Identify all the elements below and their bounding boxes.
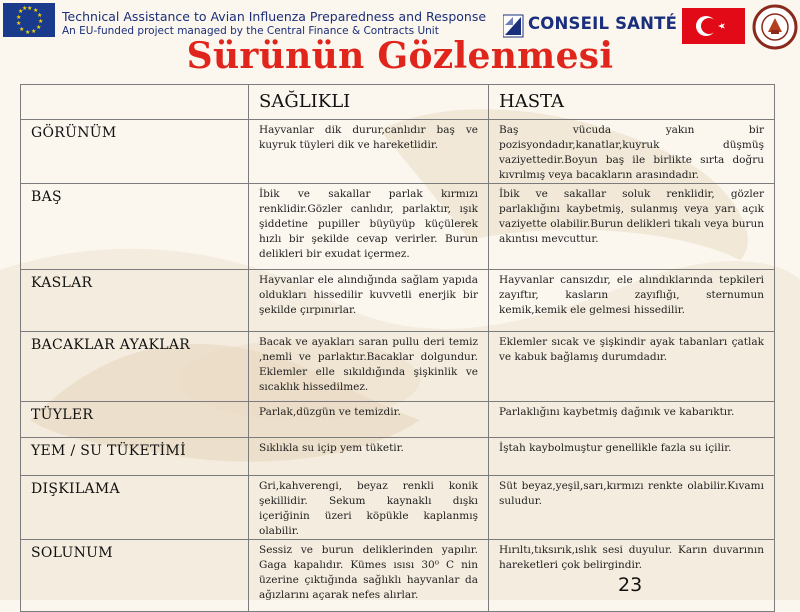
- column-header-healthy: SAĞLIKLI: [249, 85, 489, 120]
- healthy-cell: Hayvanlar dik durur,canlıdır baş ve kuyruk tüyleri dik ve hareketlidir.: [249, 120, 489, 184]
- row-label: TÜYLER: [21, 402, 249, 438]
- sick-cell: Parlaklığını kaybetmiş dağınık ve kabarıktır.: [489, 402, 775, 438]
- svg-text:★: ★: [27, 5, 33, 12]
- table-row: [21, 332, 775, 402]
- eu-flag-icon: [3, 3, 55, 37]
- conseil-sante-logo-text: CONSEIL SANTÉ: [528, 14, 678, 33]
- svg-text:★: ★: [31, 28, 37, 35]
- table-row: [21, 476, 775, 540]
- svg-text:★: ★: [22, 5, 28, 12]
- healthy-cell: Hayvanlar ele alındığında sağlam yapıda oldukları hissedilir kuvvetli enerjik bir şekilde çırpınırlar.: [249, 270, 489, 332]
- sick-cell: Hayvanlar cansızdır, ele alındıklarında tepkileri zayıftır, kasların zayıflığı, sternumun kemik,kemik ele gelmesi hissedilir.: [489, 270, 775, 332]
- column-header-sick: HASTA: [489, 85, 775, 120]
- sick-cell: Hırıltı,tıksırık,ıslık sesi duyulur. Karın duvarının hareketleri çok belirgindir.: [489, 540, 775, 612]
- row-label: SOLUNUM: [21, 540, 249, 612]
- row-label: GÖRÜNÜM: [21, 120, 249, 184]
- table-row: [21, 184, 775, 270]
- svg-text:★: ★: [25, 29, 31, 36]
- sick-cell: Baş vücuda yakın bir pozisyondadır,kanatlar,kuyruk düşmüş vaziyettedir.Boyun baş ile birlikte sırta doğru kıvrılmış veya bacakların arasındadır.: [489, 120, 775, 184]
- table-row: [21, 402, 775, 438]
- healthy-cell: İbik ve sakallar parlak kırmızı renklidir.Gözler canlıdır, parlaktır, ışık şiddetine pupiller büyüyüp küçülerek hızlı bir şekilde cevap verirler. Burun delikleri bir exudat içermez.: [249, 184, 489, 270]
- svg-text:★: ★: [16, 20, 22, 27]
- svg-text:★: ★: [38, 18, 44, 25]
- header-project-subtitle: An EU-funded project managed by the Central Finance & Contracts Unit: [62, 25, 439, 37]
- row-label: YEM / SU TÜKETİMİ: [21, 438, 249, 476]
- svg-text:★: ★: [19, 26, 25, 33]
- row-label: DIŞKILAMA: [21, 476, 249, 540]
- sick-cell: İbik ve sakallar soluk renklidir, gözler parlaklığını kaybetmiş, sulanmış veya yarı açık vaziyette olabilir.Burun delikleri tıkalı veya burun akıntısı mevcuttur.: [489, 184, 775, 270]
- svg-text:★: ★: [16, 14, 22, 21]
- sick-cell: İştah kaybolmuştur genellikle fazla su içilir.: [489, 438, 775, 476]
- page-number: 23: [618, 574, 643, 596]
- row-label: KASLAR: [21, 270, 249, 332]
- header-project-title: Technical Assistance to Avian Influenza Preparedness and Response: [62, 9, 487, 24]
- table-row: [21, 270, 775, 332]
- svg-text:★: ★: [33, 7, 39, 14]
- sick-cell: Süt beyaz,yeşil,sarı,kırmızı renkte olabilir.Kıvamı suludur.: [489, 476, 775, 540]
- healthy-cell: Gri,kahverengi, beyaz renkli konik şekillidir. Sekum kaynaklı dışkı içeriğinin üzeri köpükle kaplanmış olabilir.: [249, 476, 489, 540]
- slide-title: Sürünün Gözlenmesi: [186, 35, 614, 77]
- row-label: BAŞ: [21, 184, 249, 270]
- table-row: [21, 120, 775, 184]
- sick-cell: Eklemler sıcak ve şişkindir ayak tabanları çatlak ve kabuk bağlamış durumdadır.: [489, 332, 775, 402]
- corner-cell: [21, 85, 249, 120]
- table-row: [21, 438, 775, 476]
- table-row: [21, 540, 775, 612]
- svg-text:★: ★: [37, 12, 43, 19]
- table-header-row: [21, 85, 775, 120]
- healthy-cell: Bacak ve ayakları saran pullu deri temiz ,nemli ve parlaktır.Bacaklar dolgundur. Eklemler elle sıkıldığında şişkinlik ve sıcaklık hissedilmez.: [249, 332, 489, 402]
- row-label: BACAKLAR AYAKLAR: [21, 332, 249, 402]
- svg-text:★: ★: [36, 24, 42, 31]
- healthy-cell: Sıklıkla su içip yem tüketir.: [249, 438, 489, 476]
- healthy-cell: Parlak,düzgün ve temizdir.: [249, 402, 489, 438]
- healthy-cell: Sessiz ve burun deliklerinden yapılır. Gaga kapalıdır. Kümes ısısı 30⁰ C nin üzerine çıktığında sağlıklı hayvanlar da ağızlarını açarak nefes alırlar.: [249, 540, 489, 612]
- svg-text:★: ★: [18, 8, 24, 15]
- comparison-table: [20, 84, 775, 612]
